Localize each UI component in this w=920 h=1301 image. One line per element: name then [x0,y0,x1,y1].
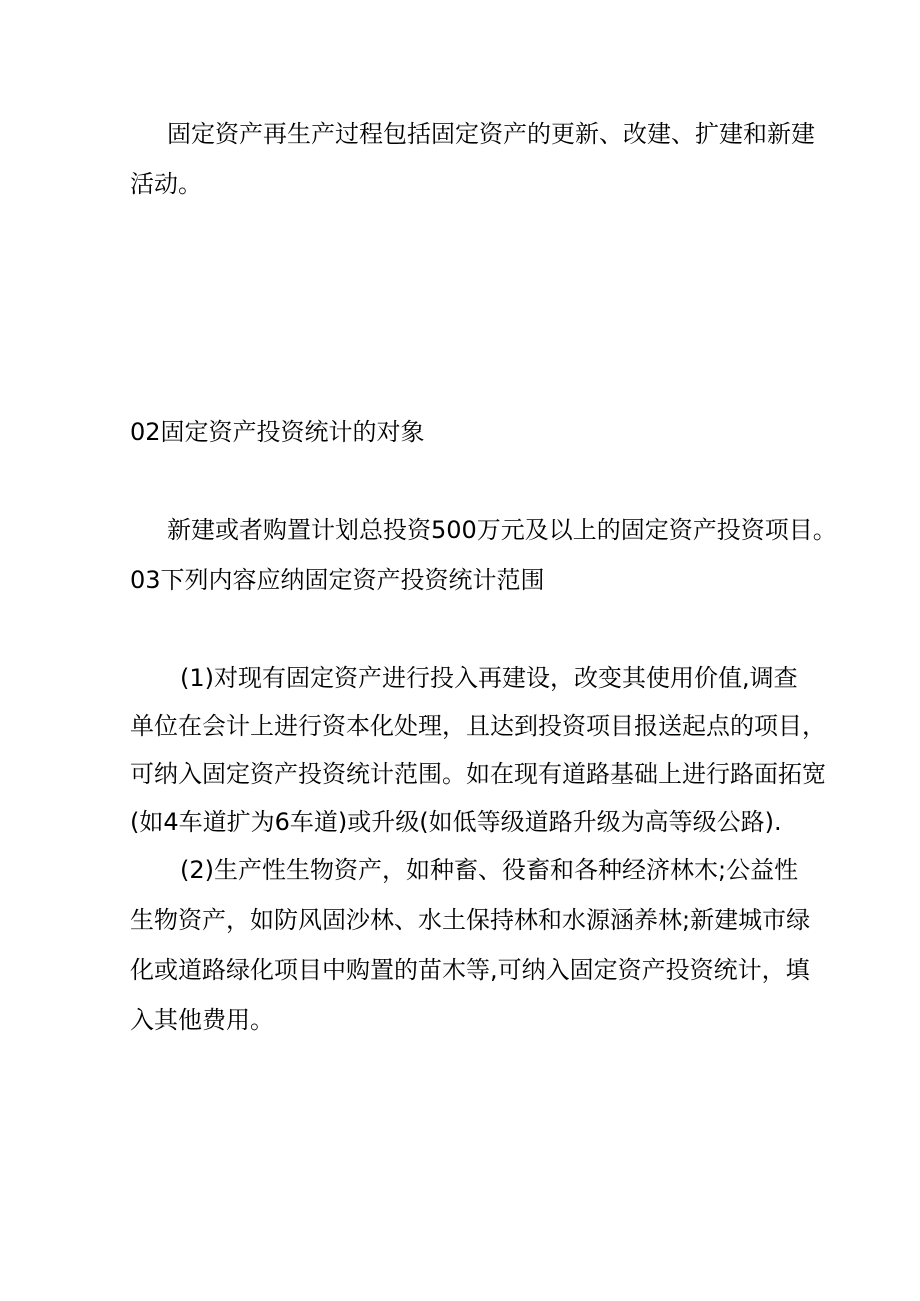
section-02-heading: 02固定资产投资统计的对象 [130,418,425,446]
item-2-line-2: 生物资产，如防风固沙林、水土保持林和水源涵养林;新建城市绿 [130,906,811,934]
item-1-line-3: 可纳入固定资产投资统计范围。如在现有道路基础上进行路面拓宽 [130,760,826,788]
item-2-line-1: (2)生产性生物资产，如种畜、役畜和各种经济林木;公益性 [180,856,799,884]
section-03-heading: 03下列内容应纳固定资产投资统计范围 [130,566,545,594]
intro-paragraph-line-2: 活动。 [130,170,202,198]
item-2-line-4: 入其他费用。 [130,1006,274,1034]
item-2-line-3: 化或道路绿化项目中购置的苗木等,可纳入固定资产投资统计，填 [130,956,810,984]
section-02-body: 新建或者购置计划总投资500万元及以上的固定资产投资项目。 [167,516,837,544]
item-1-line-1: (1)对现有固定资产进行投入再建设，改变其使用价值,调查 [180,664,798,692]
item-1-line-2: 单位在会计上进行资本化处理，且达到投资项目报送起点的项目， [130,712,826,740]
intro-paragraph-line-1: 固定资产再生产过程包括固定资产的更新、改建、扩建和新建 [167,120,815,148]
item-1-line-4: (如4车道扩为6车道)或升级(如低等级道路升级为高等级公路). [130,808,782,836]
